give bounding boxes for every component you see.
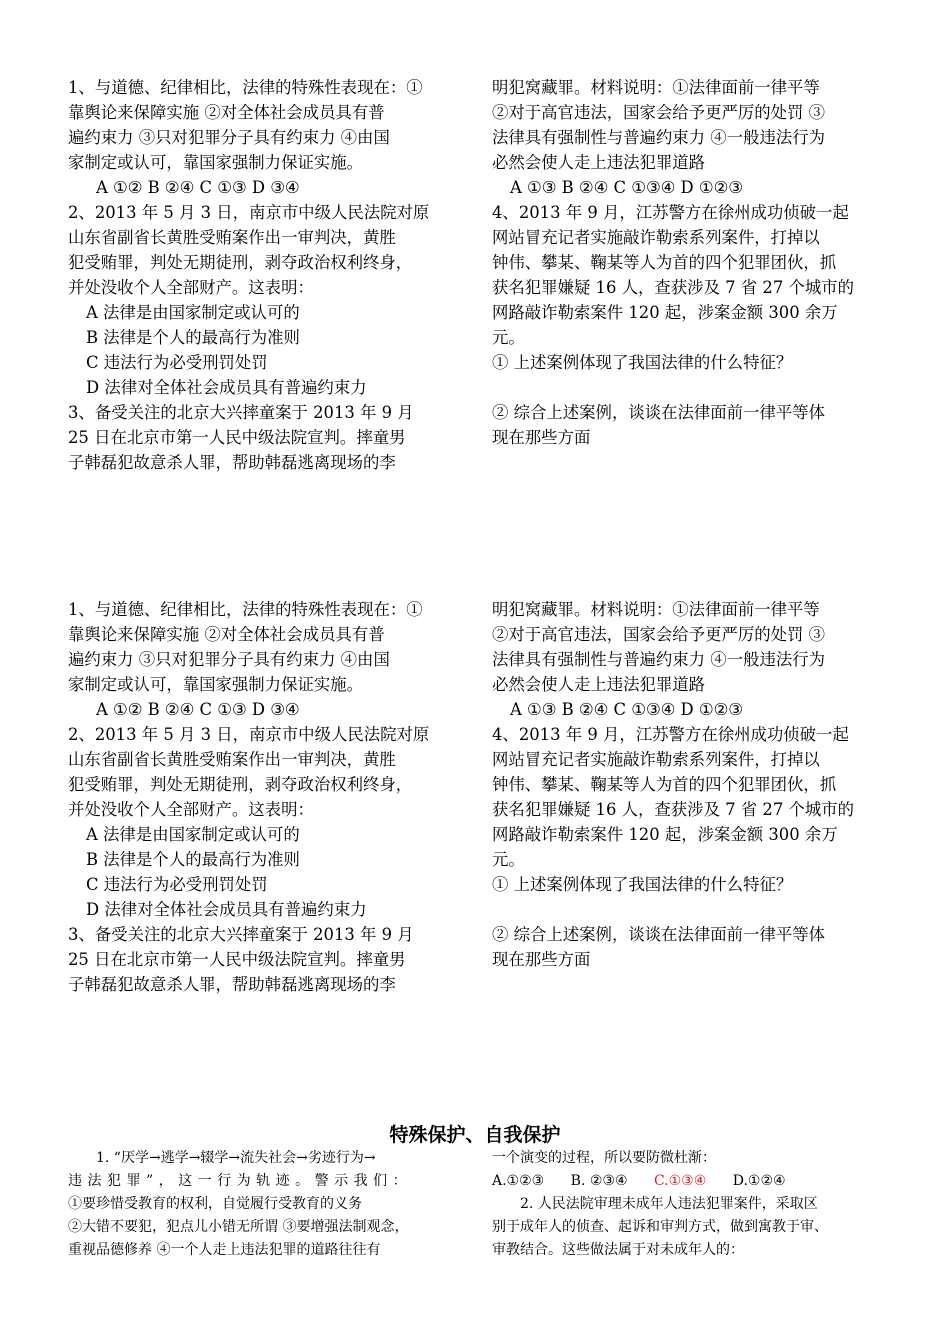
option-d: D 法律对全体社会成员具有普遍约束力 [86,900,367,919]
text-line: 法律具有强制性与普遍约束力 ④一般违法行为 [492,650,826,669]
text-line: 子韩磊犯故意杀人罪，帮助韩磊逃离现场的李 [68,453,396,472]
block2-left-column [68,597,429,997]
text-line: 山东省副省长黄胜受贿案作出一审判决，黄胜 [68,750,396,769]
text-line: 山东省副省长黄胜受贿案作出一审判决，黄胜 [68,228,396,247]
answer-options: A ①② B ②④ C ①③ D ③④ [96,700,300,719]
text-line: 钟伟、攀某、鞠某等人为首的四个犯罪团伙，抓 [492,253,837,272]
text-line: 重视品德修养 ④一个人走上违法犯罪的道路往往有 [68,1242,381,1258]
text-line: 靠舆论来保障实施 ②对全体社会成员具有普 [68,625,385,644]
text-line: 审教结合。这些做法属于对未成年人的： [492,1242,744,1258]
text-line: 明犯窝藏罪。材料说明：①法律面前一律平等 [492,78,820,97]
text-line: 家制定或认可，靠国家强制力保证实施。 [68,675,364,694]
block1-right-column [492,75,854,450]
section-title: 特殊保护、自我保护 [389,1124,561,1146]
option-b: B 法律是个人的最高行为准则 [86,850,300,869]
text-line: 网路敲诈勒索案件 120 起，涉案金额 300 余万 [492,825,838,844]
text-line: 钟伟、攀某、鞠某等人为首的四个犯罪团伙，抓 [492,775,837,794]
text-line: 遍约束力 ③只对犯罪分子具有约束力 ④由国 [68,128,390,147]
text-line: 别于成年人的侦查、起诉和审判方式，做到寓教于审、 [492,1219,828,1235]
text-line: 1、与道德、纪律相比，法律的特殊性表现在：① [68,78,423,97]
option-d: D.①②④ [732,1173,786,1189]
text-line: 4、2013 年 9 月，江苏警方在徐州成功侦破一起 [492,725,849,744]
block1-left-column [68,75,429,475]
question-1: ① 上述案例体现了我国法律的什么特征？ [492,353,793,372]
answer-options: A ①③ B ②④ C ①③④ D ①②③ [510,178,743,197]
question-2: ② 综合上述案例，谈谈在法律面前一律平等体 [492,403,826,422]
text-line: 遍约束力 ③只对犯罪分子具有约束力 ④由国 [68,650,390,669]
text-line: 子韩磊犯故意杀人罪，帮助韩磊逃离现场的李 [68,975,396,994]
text-line: 25 日在北京市第一人民中级法院宣判。摔童男 [68,950,406,969]
text-line: 2、2013 年 5 月 3 日，南京市中级人民法院对原 [68,725,430,744]
text-line: 网站冒充记者实施敲诈勒索系列案件，打掉以 [492,228,820,247]
text-line: 一个演变的过程，所以要防微杜渐： [492,1150,716,1166]
block2-right-column [492,597,854,972]
answer-space [492,897,854,922]
text-line: 现在那些方面 [492,428,591,447]
text-line: 1. “厌学→逃学→辍学→流失社会→劣迹行为→ [96,1150,376,1166]
text-line: 元。 [492,328,525,347]
text-line: 2. 人民法院审理未成年人违法犯罪案件，采取区 [520,1196,818,1212]
answer-options: A ①② B ②④ C ①③ D ③④ [96,178,300,197]
option-a: A 法律是由国家制定或认可的 [86,303,300,322]
question-1: ① 上述案例体现了我国法律的什么特征？ [492,875,793,894]
option-c-highlighted: C.①③④ [653,1173,707,1189]
option-b: B 法律是个人的最高行为准则 [86,328,300,347]
text-line: 法律具有强制性与普遍约束力 ④一般违法行为 [492,128,826,147]
text-line: 并处没收个人全部财产。这表明： [68,278,314,297]
text-line: 3、备受关注的北京大兴摔童案于 2013 年 9 月 [68,925,414,944]
text-line: 3、备受关注的北京大兴摔童案于 2013 年 9 月 [68,403,414,422]
option-c: C 违法行为必受刑罚处罚 [86,353,268,372]
text-line: 必然会使人走上违法犯罪道路 [492,675,706,694]
text-line: 网路敲诈勒索案件 120 起，涉案金额 300 余万 [492,303,838,322]
question-2: ② 综合上述案例，谈谈在法律面前一律平等体 [492,925,826,944]
text-line: 获名犯罪嫌疑 16 人，查获涉及 7 省 27 个城市的 [492,278,855,297]
text-line: 4、2013 年 9 月，江苏警方在徐州成功侦破一起 [492,203,849,222]
option-a: A.①②③ [492,1173,545,1189]
text-line: 明犯窝藏罪。材料说明：①法律面前一律平等 [492,600,820,619]
text-line: 元。 [492,850,525,869]
text-line: 家制定或认可，靠国家强制力保证实施。 [68,153,364,172]
answer-space [492,375,854,400]
text-line: 犯受贿罪，判处无期徒刑，剥夺政治权利终身， [68,775,413,794]
text-line: 2、2013 年 5 月 3 日，南京市中级人民法院对原 [68,203,430,222]
text-line: ①要珍惜受教育的权利，自觉履行受教育的义务 [68,1196,362,1212]
answer-options: A ①③ B ②④ C ①③④ D ①②③ [510,700,743,719]
text-line: 25 日在北京市第一人民中级法院宣判。摔童男 [68,428,406,447]
text-line: 现在那些方面 [492,950,591,969]
option-b: B. ②③④ [570,1173,628,1189]
text-line: 靠舆论来保障实施 ②对全体社会成员具有普 [68,103,385,122]
option-a: A 法律是由国家制定或认可的 [86,825,300,844]
section-right-column [492,1147,892,1262]
text-line: ②大错不要犯，犯点儿小错无所谓 ③要增强法制观念， [68,1219,409,1235]
option-d: D 法律对全体社会成员具有普遍约束力 [86,378,367,397]
option-c: C 违法行为必受刑罚处罚 [86,875,268,894]
answer-options [492,1170,892,1193]
text-line: 1、与道德、纪律相比，法律的特殊性表现在：① [68,600,423,619]
text-line: 违法犯罪”，这一行为轨迹。警示我们： [68,1173,413,1189]
text-line: 犯受贿罪，判处无期徒刑，剥夺政治权利终身， [68,253,413,272]
text-line: ②对于高官违法，国家会给予更严厉的处罚 ③ [492,625,826,644]
text-line: ②对于高官违法，国家会给予更严厉的处罚 ③ [492,103,826,122]
section-left-column [68,1147,468,1262]
text-line: 并处没收个人全部财产。这表明： [68,800,314,819]
text-line: 网站冒充记者实施敲诈勒索系列案件，打掉以 [492,750,820,769]
text-line: 必然会使人走上违法犯罪道路 [492,153,706,172]
text-line: 获名犯罪嫌疑 16 人，查获涉及 7 省 27 个城市的 [492,800,855,819]
